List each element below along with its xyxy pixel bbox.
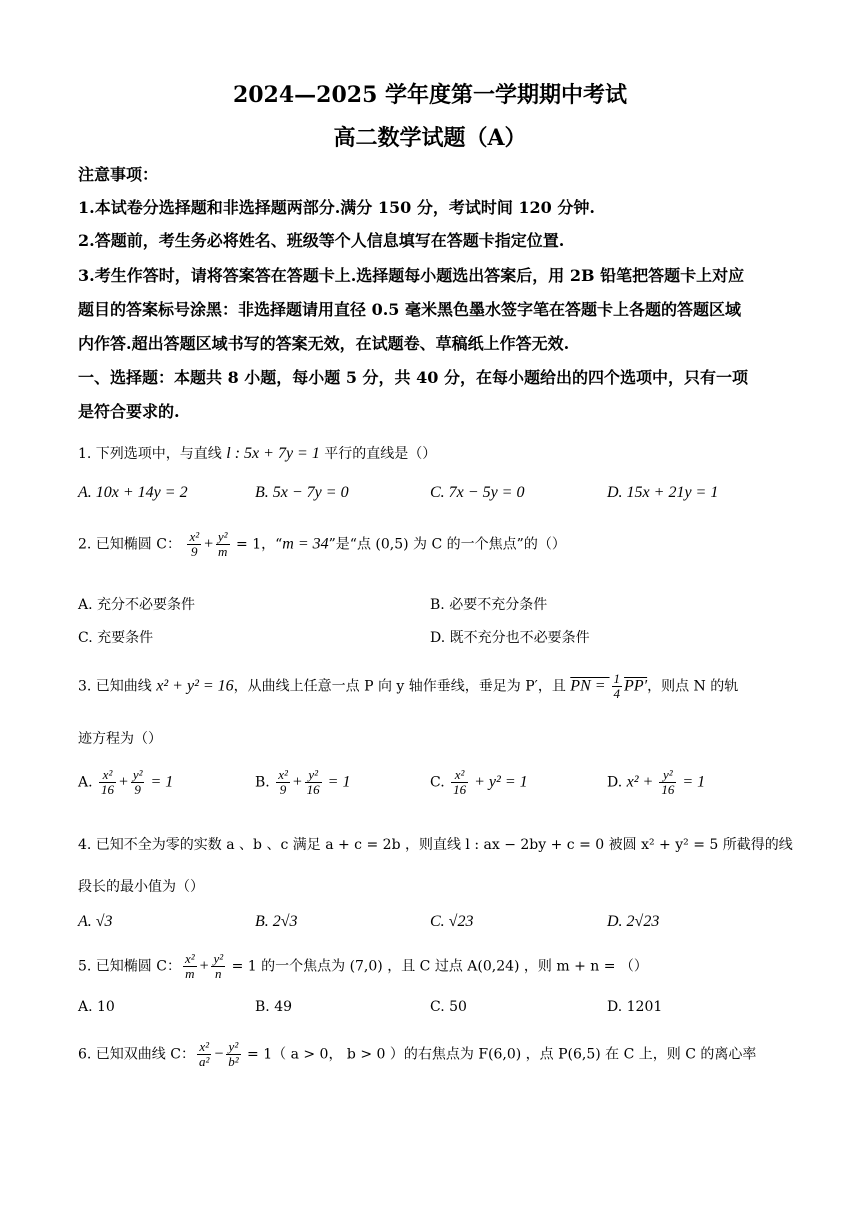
q2-frac-1: $\frac{\text{x²}}{9}$ (189, 529, 200, 559)
q4-line-2: 段长的最小值为（） (78, 879, 204, 895)
q4-option-b: B. 2√3 (255, 913, 298, 930)
question-5: 5. 已知椭圆 C： $\frac{\text{x²}}{m}$ + $\frac{\text{y²}}{n}$ = 1 的一个焦点为 (7,0) ，且 C 过点 A(0,24) ，则 m + n = （） (78, 951, 648, 981)
q2-prefix: 2. 已知椭圆 C： (78, 536, 181, 553)
q2-option-a: A. 充分不必要条件 (78, 597, 196, 613)
q3-option-a: A. $\frac{\text{x²}}{16}$ + $\frac{\text{y²}}{9}$ = 1 (78, 767, 174, 797)
q1-option-c: C. 7x − 5y = 0 (430, 484, 525, 501)
q3-option-d: D. x² + $\frac{\text{y²}}{16}$ = 1 (607, 767, 706, 797)
q1-prefix: 1. 下列选项中，与直线 (78, 446, 222, 462)
q5-frac-1: $\frac{\text{x²}}{m}$ (184, 951, 195, 981)
exam-title: 2024—2025 学年度第一学期期中考试 (232, 82, 628, 108)
q3-option-c: C. $\frac{\text{x²}}{16}$ + y² = 1 (430, 767, 528, 797)
q6-frac-2: $\frac{\text{y²}}{\text{b²}}$ (228, 1039, 239, 1069)
q1-option-a: A. 10x + 14y = 2 (78, 484, 188, 501)
note-3c: 内作答.超出答题区域书写的答案无效，在试题卷、草稿纸上作答无效. (78, 334, 570, 353)
q1-expr: l : 5x + 7y = 1 (226, 445, 320, 462)
q2-condition: m = 34 (282, 535, 329, 553)
q3-text-a: 3. 已知曲线 (78, 678, 157, 695)
q1-suffix: 平行的直线是（） (324, 446, 437, 462)
q5-frac-2: $\frac{\text{y²}}{n}$ (213, 951, 224, 981)
q2-suffix: ”是“点 (0,5) 为 C 的一个焦点”的（） (328, 536, 566, 553)
q2-option-c: C. 充要条件 (78, 630, 154, 646)
exam-subtitle: 高二数学试题（A） (333, 125, 527, 151)
q6-suffix: = 1（ a > 0， b > 0 ）的右焦点为 F(6,0) ，点 P(6,5) 在 C 上，则 C 的离心率 (242, 1046, 757, 1063)
q6-frac-1: $\frac{\text{x²}}{\text{a²}}$ (198, 1039, 210, 1069)
q3-vector-pp: PP′ (624, 677, 648, 695)
note-2: 2.答题前，考生务必将姓名、班级等个人信息填写在答题卡指定位置. (78, 231, 565, 250)
question-3 (78, 672, 738, 701)
q5-prefix: 5. 已知椭圆 C： (78, 958, 181, 975)
q3-vector-pn: PN = (570, 677, 610, 695)
q5-option-d: D. 1201 (607, 999, 663, 1015)
q1-option-b: B. 5x − 7y = 0 (255, 484, 349, 501)
note-1: 1.本试卷分选择题和非选择题两部分.满分 150 分，考试时间 120 分钟. (78, 198, 595, 217)
q2-frac-2: $\frac{\text{y²}}{m}$ (217, 529, 228, 559)
q2-option-b: B. 必要不充分条件 (430, 597, 548, 613)
question-2: 2. 已知椭圆 C： $\frac{\text{x²}}{9}$ + $\frac{\text{y²}}{m}$ = 1，“m = 34”是“点 (0,5) 为 C 的一个焦点”的（） (78, 529, 566, 559)
q3-option-b: B. $\frac{\text{x²}}{9}$ + $\frac{\text{y²}}{16}$ = 1 (255, 767, 351, 797)
q3-text-c: ，则点 N 的轨 (647, 678, 739, 695)
question-6: 6. 已知双曲线 C： $\frac{\text{x²}}{\text{a²}}$ − $\frac{\text{y²}}{\text{b²}}$ = 1（ a > 0， b > 0 ）的右焦点为 F(6,0) ，点 P(6,5) 在 C 上，则 C 的离心率 (78, 1039, 757, 1069)
q1-option-d: D. 15x + 21y = 1 (607, 484, 719, 501)
q4-option-a: A. √3 (78, 913, 113, 930)
section-heading-1: 一、选择题：本题共 8 小题，每小题 5 分，共 40 分，在每小题给出的四个选项中，只有一项 (78, 368, 748, 387)
q5-option-c: C. 50 (430, 999, 467, 1015)
q4-option-d: D. 2√23 (607, 913, 660, 930)
q5-option-b: B. 49 (255, 999, 293, 1015)
q3-frac: $\frac{1}{4}$ (613, 671, 621, 701)
q3-curve: x² + y² = 16 (156, 677, 234, 695)
notes-heading: 注意事项： (78, 165, 159, 184)
note-3b: 题目的答案标号涂黑：非选择题请用直径 0.5 毫米黑色墨水签字笔在答题卡上各题的答题区域 (78, 300, 741, 319)
q3-line-2: 迹方程为（） (78, 731, 162, 747)
q2-mid: = 1，“ (236, 536, 283, 553)
q2-option-d: D. 既不充分也不必要条件 (430, 630, 590, 646)
question-4: 4. 已知不全为零的实数 a 、b 、c 满足 a + c = 2b ，则直线 l : ax − 2by + c = 0 被圆 x² + y² = 5 所截得的线 (78, 837, 793, 853)
q6-prefix: 6. 已知双曲线 C： (78, 1046, 195, 1063)
q4-option-c: C. √23 (430, 913, 474, 930)
section-heading-2: 是符合要求的. (78, 402, 180, 421)
note-3a: 3.考生作答时，请将答案答在答题卡上.选择题每小题选出答案后，用 2B 铅笔把答题卡上对应 (78, 266, 745, 285)
question-1 (78, 443, 436, 463)
q5-option-a: A. 10 (78, 999, 115, 1015)
q5-suffix: = 1 的一个焦点为 (7,0) ，且 C 过点 A(0,24) ，则 m + n = （） (227, 958, 648, 975)
q3-text-b: ，从曲线上任意一点 P 向 y 轴作垂线，垂足为 P′，且 (233, 678, 571, 695)
